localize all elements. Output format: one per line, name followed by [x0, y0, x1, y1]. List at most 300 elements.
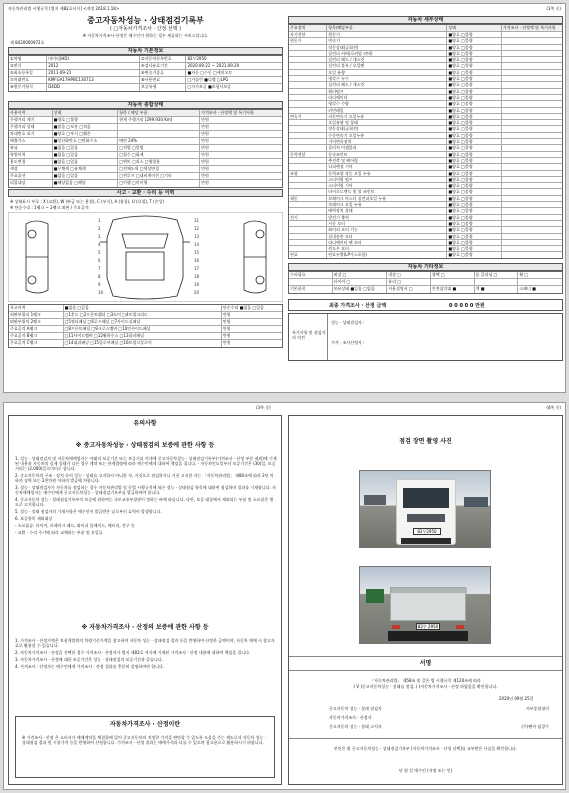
front-plate: 82무2950 [413, 528, 441, 535]
column-header: 가격조사 · 산정액 및 특기사항 [201, 110, 254, 115]
table-cell: □5쿼터패널 □6루프패널 □7사이드실패널 [64, 319, 222, 325]
detail-group [289, 164, 327, 169]
table-cell: 안전삼각대 ■ [431, 286, 475, 293]
detail-item: 실린더 블록 / 오일팬 [327, 63, 447, 68]
detail-note [502, 82, 562, 87]
detail-note [502, 126, 562, 131]
accident-row [9, 312, 282, 319]
table-cell: 유리 □ [387, 279, 431, 285]
table-cell: 광택 □ [431, 272, 475, 278]
diagram-number: 5 [98, 250, 101, 255]
detail-item: 수동변속기 오일누유 [327, 133, 447, 138]
detail-item: 작동상태(공회전) [327, 45, 447, 50]
diagram-number: 20 [194, 290, 200, 295]
table-cell: ■없음 □있음 [53, 173, 119, 179]
detail-group [289, 57, 327, 62]
appraiser-line: 가격 · 조사산정자 : [331, 340, 365, 345]
pricing-definition-text: ※ 가격조사 · 산정 은 소비자가 매매계약을 체결함에 있어 중고자동차의 적정한 가격을 판단할 수 있도록 도움을 주는 제도로서 자동차 성능 · 상태점검 결과 및 시장가격 등을 반영하여 산정합니다. 가격조사 · 산정 결과는 매매가격과 다를 수 있으며 참고용으로 활용하시기 바랍니다. [22, 735, 266, 745]
detail-state: ■양호 □불량 [447, 234, 502, 239]
detail-note [502, 63, 562, 68]
detail-state: ■양호 □불량 [447, 152, 502, 157]
detail-note [502, 177, 562, 182]
detail-group [289, 240, 327, 245]
detail-state: ■양호 □불량 [447, 158, 502, 163]
table-cell: 2011-09-21 [47, 70, 140, 76]
detail-group [289, 108, 327, 113]
detail-group [289, 82, 327, 87]
basic-info-table [8, 55, 283, 92]
table-cell: ⑤최초등록일 [9, 70, 47, 76]
detail-note [502, 76, 562, 81]
detail-state: ■양호 □불량 [447, 139, 502, 144]
detail-note [502, 196, 562, 201]
detail-note [502, 189, 562, 194]
detail-item: 와이퍼 모터 기능 [327, 227, 447, 232]
column-header: 항목/해당부품 [327, 25, 447, 31]
detail-state: ■양호 □불량 [447, 240, 502, 245]
detail-group [289, 208, 327, 213]
table-cell: 만원 [222, 326, 231, 331]
table-cell: 만원 [201, 180, 209, 185]
table-cell: 만원 [222, 333, 231, 338]
basic-info-row [9, 56, 282, 63]
detail-note [502, 240, 562, 245]
detail-note [502, 234, 562, 239]
table-cell: 만원 [201, 173, 209, 178]
basic-info-header: 자동차 기본정보 [8, 47, 283, 55]
detail-item: 냉각수 수량 [327, 101, 447, 106]
notice-section [8, 415, 282, 785]
detail-state: ■양호 □불량 [447, 82, 502, 87]
table-cell: □14대쉬패널 □15플로어패널 □16트렁크플로어 [64, 340, 222, 347]
photo-section [288, 415, 563, 785]
basic-info-row [9, 77, 282, 84]
table-cell: ■해당없음 □해당 [53, 180, 119, 187]
detail-item: 시동 모터 [327, 221, 447, 226]
detail-note [502, 246, 562, 251]
table-cell: 만원 [201, 166, 209, 171]
diagram-number: 1 [98, 218, 101, 223]
diagram-number: 3 [98, 234, 101, 239]
table-cell: ②자동차등록번호 [140, 56, 186, 62]
table-cell [289, 279, 333, 285]
table-cell: 만원 [201, 124, 209, 129]
form-regulation-label: 자동차관리법 시행규칙 [별지 제82호서식] <개정 2018.1.18> [8, 6, 120, 11]
table-cell: 2020.09.21 ~ 2021.09.20 [187, 63, 240, 68]
detail-item: 등속조인트 [327, 152, 447, 157]
table-cell: 2012 [47, 63, 140, 69]
general-status-row [9, 173, 282, 180]
general-status-row [9, 117, 282, 124]
table-cell: 배출가스 [9, 138, 53, 144]
detail-item: 실린더 커버(로커암 커버) [327, 51, 447, 56]
table-cell: ■무채색 □유채색 [53, 166, 119, 172]
divider [327, 314, 328, 360]
detail-state: ■양호 □불량 [447, 171, 502, 176]
detail-note [502, 32, 562, 37]
detail-group [289, 70, 327, 75]
signature-row [329, 706, 549, 715]
table-cell: 사용설명서 □ [387, 286, 431, 293]
detail-item: 변속기 [327, 38, 447, 43]
detail-item: 워터펌프 [327, 89, 447, 94]
notice-item: 2. 자동차가격조사 · 산정을 선택한 경우 가격조사 · 산정자가 별지 제82호 서식에 기재된 가격조사 · 산정 내용에 대하여 책임을 집니다. [15, 650, 251, 655]
detail-state: ■양호 □불량 [447, 126, 502, 131]
detail-state: ■양호 □불량 [447, 32, 502, 37]
table-cell: 현재 주행거리 [299,930 Km] [118, 117, 200, 123]
detail-state: ■양호 □불량 [447, 63, 502, 68]
document-subtitle: ( □자동차가격조사 · 산정 선택 ) [109, 26, 182, 32]
table-cell: 만원 [201, 152, 209, 157]
detail-group: 변속기 [289, 114, 327, 119]
detail-state: ■양호 □불량 [447, 95, 502, 100]
table-cell: 휠 □ [519, 272, 529, 277]
table-cell: □렌트 □리스 □영업용 [118, 159, 200, 165]
table-cell [431, 279, 475, 285]
detail-item: 냉각수 누수 [327, 76, 447, 81]
detail-group [289, 221, 327, 226]
document-note: ※ 자동차가격조사·산정은 매수인이 원하는 경우 제공하는 서비스입니다. [82, 33, 209, 38]
signature-title: 서명 [419, 660, 432, 667]
table-cell: ■일산화탄소 □탄화수소 [53, 138, 119, 144]
table-cell: 차대번호 표기 [9, 131, 53, 137]
diagram-number: 16 [194, 258, 200, 263]
accident-row [9, 333, 282, 340]
final-price-box [288, 299, 563, 311]
background-vehicle [464, 497, 488, 507]
table-cell: □침수 □화재 [118, 152, 200, 158]
table-cell: 만원 [222, 340, 231, 345]
detail-state: ■양호 □불량 [447, 164, 502, 169]
detail-group [289, 189, 327, 194]
detail-note [502, 95, 562, 100]
detail-group [289, 89, 327, 94]
notice-list-inspection [15, 456, 277, 537]
accident-row [9, 326, 282, 333]
basic-info-row [9, 63, 282, 70]
detail-group [289, 101, 327, 106]
tail-light [456, 625, 464, 629]
rear-photo [359, 566, 491, 644]
table-cell: 튜닝 [9, 145, 53, 151]
detail-note [502, 252, 562, 258]
diagram-number: 7 [98, 266, 101, 271]
other-info-row [289, 286, 562, 293]
detail-state: ■양호 □불량 [447, 101, 502, 106]
table-cell: 스패너 ■ [519, 286, 536, 291]
diagram-number: 11 [194, 218, 200, 223]
table-cell: ■양호 □부식 □훼손 [53, 131, 119, 137]
detail-group: 조향 [289, 171, 327, 176]
divider [289, 738, 562, 739]
detail-state: ■양호 □불량 [447, 57, 502, 62]
signature-row [329, 715, 549, 724]
table-cell: 색상 [9, 166, 53, 172]
table-cell: 내장 □ [387, 272, 431, 278]
signature-rows [329, 706, 549, 733]
table-cell: 사고이력 [9, 305, 64, 311]
table-cell: 기본품목 [289, 286, 333, 293]
table-cell: 만원 [201, 145, 209, 150]
rear-chassis [388, 631, 468, 641]
general-status-row [9, 166, 282, 173]
detail-state: ■양호 □불량 [447, 70, 502, 75]
notice-list-pricing [15, 638, 277, 671]
detail-note [502, 152, 562, 157]
detail-group: 원동기 [289, 38, 327, 43]
special-notes-box [288, 313, 563, 361]
page-number: (1쪽 중) [546, 6, 561, 11]
diagram-number: 19 [194, 282, 200, 287]
detail-item: 스티어링 기어 [327, 183, 447, 188]
pricing-definition-title: 자동차가격조사 · 산정이란 [109, 721, 181, 728]
table-cell: 만원 [201, 138, 209, 143]
detail-state: ■양호 □불량 [447, 196, 502, 201]
background-vehicle [366, 589, 384, 603]
detail-group: 동력전달 [289, 152, 327, 157]
background-vehicle [364, 495, 386, 505]
detail-state: ■양호 □불량 [447, 202, 502, 207]
column-header: 상태 [53, 110, 119, 116]
general-status-row [9, 145, 282, 152]
detail-state: ■양호 □불량 [447, 189, 502, 194]
receipt-signature-line: 년 월 일 매수인 (서명 또는 인) [398, 768, 453, 773]
detail-note [502, 183, 562, 188]
table-cell: 만원 [222, 312, 231, 317]
detail-note [502, 215, 562, 220]
inspector-line: 성능 · 상태점검자 : [331, 320, 365, 325]
table-cell: 마이티(HD) [47, 56, 140, 62]
table-cell: D4DD [47, 84, 140, 91]
detail-item: 자동변속기 오일누유 [327, 114, 447, 119]
detail-item: 디퍼렌셜 기어 [327, 164, 447, 169]
detail-item: 라디에이터 팬 모터 [327, 240, 447, 245]
detail-group [289, 202, 327, 207]
detail-item: 실린더 헤드 / 개스킷 [327, 82, 447, 87]
table-cell: 단순수리 ■없음 □있음 [222, 305, 264, 310]
accident-row [9, 319, 282, 326]
windshield [403, 488, 449, 508]
detail-note [502, 101, 562, 106]
left-page-number: (3쪽 중) [256, 405, 271, 410]
detail-state: ■양호 □불량 [447, 246, 502, 251]
detail-group [289, 51, 327, 56]
table-cell: ■양호 □불량 [53, 117, 119, 123]
table-cell: □적법 □불법 [118, 145, 200, 151]
detail-state: ■양호 □불량 [447, 45, 502, 50]
diagram-number: 15 [194, 250, 200, 255]
column-header: 상태 [447, 25, 502, 31]
detail-note [502, 89, 562, 94]
detail-item: 오일 유량 [327, 70, 447, 75]
table-cell: ■없음 □있음 [53, 145, 119, 151]
detail-state: ■양호 □불량 [447, 120, 502, 125]
detail-note [502, 51, 562, 56]
table-cell: 만원 [201, 117, 209, 122]
signer-role: 자동차가격조사 · 산정자 [329, 715, 372, 720]
table-cell: □1후드 □2프론트휀더 □3도어 □4트렁크리드 [64, 312, 222, 318]
diagram-number: 12 [194, 226, 200, 231]
table-cell: KMFGA17HPBC130713 [47, 77, 140, 83]
diagram-number: 18 [194, 274, 200, 279]
detail-note [502, 158, 562, 163]
diagram-number: 17 [194, 266, 200, 271]
detail-state: ■양호 □불량 [447, 114, 502, 119]
detail-status-header: 자동차 세부상태 [288, 16, 563, 24]
accident-history-header: 사고 · 교환 · 수리 등 이력 [8, 189, 283, 197]
table-cell: 82무2950 [187, 56, 207, 61]
signer-role: 중고자동차 성능 · 상태 고지자 [329, 724, 382, 729]
table-cell: 외판부위의 2랭크 [9, 319, 64, 325]
detail-group [289, 177, 327, 182]
special-notes-label: 특기사항 및 점검자의 의견 [292, 330, 326, 340]
detail-item: 클러치 어셈블리 [327, 145, 447, 150]
table-cell: 룸 클리닝 □ [475, 272, 519, 278]
signer-role: 중고자동차 성능 · 상태 점검자 [329, 706, 382, 711]
detail-group: 전기 [289, 215, 327, 220]
final-price-value: 0 0 0 0 0 만원 [449, 303, 485, 309]
detail-state: ■양호 □불량 [447, 76, 502, 81]
notice-title: 유의사항 [133, 420, 157, 427]
table-cell: ①차명 [9, 56, 47, 62]
detail-note [502, 45, 562, 50]
detail-item: 브레이크 오일 누유 [327, 202, 447, 207]
general-status-table [8, 109, 283, 188]
detail-note [502, 221, 562, 226]
table-cell: 만원 [201, 159, 209, 164]
divider [289, 670, 562, 671]
other-info-header: 자동차 기타정보 [288, 263, 563, 271]
detail-group [289, 126, 327, 131]
table-cell: ■많음 □보통 □적음 [53, 124, 119, 130]
inspection-record-page-2 [3, 402, 566, 790]
basic-info-row [9, 70, 282, 77]
table-cell: ■없음 □있음 [53, 159, 119, 165]
table-cell: 용도변경 [9, 159, 53, 165]
column-header: 항목 / 해당 부품 [118, 110, 200, 116]
detail-group [289, 95, 327, 100]
table-cell: 외판부위의 1랭크 [9, 312, 64, 318]
notice-item: 6. 보증항목 제외대상 [15, 516, 53, 521]
detail-state: ■양호 □불량 [447, 183, 502, 188]
detail-column-headers [289, 25, 562, 32]
diagram-number: 10 [98, 290, 104, 295]
detail-note [502, 38, 562, 43]
bumper [401, 538, 451, 544]
detail-state: ■양호 □불량 [447, 208, 502, 213]
detail-note [502, 202, 562, 207]
car-damage-diagram [8, 212, 283, 302]
table-cell: 주행거리 상태 [9, 124, 53, 130]
detail-item: 추진축 및 베어링 [327, 158, 447, 163]
notice-item: 1. 성능 · 상태점검자 및 자동차매매업자는 아래의 보증기간 또는 보증거리 이내에 중고자동차성능 · 상태점검기록부(가격조사 · 산정 부분 제외)에 기재된 내용과 자동차의 실제 상태가 다른 경우 계약 또는 관계법령에 따라 매수인에게 대하여 책임을 집니다. - 자동차인도일부터 보증기간은 (30)일, 보증거리는 (2,000)킬로미터로 합니다. [15, 456, 277, 471]
table-cell: □8프론트패널 □9크로스멤버 □10인사이드패널 [64, 326, 222, 332]
detail-group [289, 227, 327, 232]
other-info-table [288, 271, 563, 294]
detail-state: ■양호 □불량 [447, 38, 502, 43]
notice-item: 5. 성능 · 상태 점검자의 기재사항은 매수인이 발급받은 날로부터 효력이 발생합니다. [15, 509, 162, 514]
detail-item: 윈도우 모터 [327, 246, 447, 251]
detail-group [289, 246, 327, 251]
detail-group [289, 133, 327, 138]
table-cell: 주요골격 A랭크 [9, 326, 64, 332]
detail-state: ■양호 □불량 [447, 227, 502, 232]
table-cell: □이행 □미이행 [118, 180, 200, 187]
basic-info-row [9, 84, 282, 91]
detail-item: 원동기 [327, 32, 447, 37]
detail-item: 오일유량 및 상태 [327, 120, 447, 125]
table-cell: □썬루프 □네비게이션 □기타 [118, 173, 200, 179]
detail-note [502, 120, 562, 125]
table-cell: 주요골격 C랭크 [9, 340, 64, 347]
detail-note [502, 70, 562, 75]
detail-row [289, 252, 562, 258]
table-cell: 주요골격 B랭크 [9, 333, 64, 339]
general-status-row [9, 131, 282, 138]
receipt-text: 본인은 위 중고자동차성능 · 상태점검기록부 [자동차가격조사 · 산정 선택]를 교부받은 사실을 확인합니다. [333, 746, 518, 751]
detail-group [289, 234, 327, 239]
detail-item: 타이로드엔드 및 볼 조인트 [327, 189, 447, 194]
table-cell: 특별이력 [9, 152, 53, 158]
notice-heading-inspection: ※ 중고자동차성능 · 상태점검의 보증에 관한 사항 등 [75, 442, 215, 449]
detail-note [502, 227, 562, 232]
detail-state: ■양호 □불량 [447, 145, 502, 150]
table-cell: □가솔린 ■디젤 □LPG [187, 77, 229, 82]
table-cell: 매연 24% [118, 138, 200, 144]
detail-item: 실린더 헤드 / 개스킷 [327, 57, 447, 62]
detail-note [502, 171, 562, 176]
detail-state: ■양호 □불량 [447, 177, 502, 182]
table-cell [118, 131, 200, 137]
detail-note [502, 164, 562, 169]
detail-group [289, 183, 327, 188]
diagram-number: 4 [98, 242, 101, 247]
accident-row [9, 305, 282, 312]
detail-state: ■양호 □불량 [447, 51, 502, 56]
accident-row [9, 340, 282, 347]
detail-group: 제동 [289, 196, 327, 201]
table-cell: 외장 □ [333, 272, 388, 278]
table-cell: 주요옵션 [9, 173, 53, 179]
table-cell: □11사이드멤버 □12휠하우스 □13필러패널 [64, 333, 222, 339]
signature-text-1: 「자동차관리법」 제58조 및 같은 법 시행규칙 제120조에 따라 [370, 678, 481, 683]
front-photo [359, 470, 491, 548]
detail-group [289, 63, 327, 68]
detail-group [289, 120, 327, 125]
table-cell: ③연식 [9, 63, 47, 69]
detail-item: 실내송풍 모터 [327, 234, 447, 239]
table-cell: ⑨원동기형식 [9, 84, 47, 91]
detail-state: ■양호 □불량 [447, 108, 502, 113]
other-info-row [289, 279, 562, 286]
notice-item: 3. 자동차가격조사 · 산정에 대한 보증기간은 성능 · 상태점검의 보증기간과 같습니다. [15, 657, 163, 662]
detail-note [502, 57, 562, 62]
diagram-number: 9 [98, 282, 101, 287]
table-cell: ⑦차대번호 [9, 77, 47, 83]
pricing-definition-box [15, 716, 275, 778]
diagram-number: 6 [98, 258, 101, 263]
notice-item: - 소모품류: 타이어, 브레이크 패드, 와이퍼 블레이드, 배터리, 전구 등 [15, 523, 135, 528]
detail-item: 기어변속장치 [327, 139, 447, 144]
signature-date: 2020년 09월 25일 [499, 696, 534, 701]
detail-group: 연료 [289, 252, 327, 258]
general-status-row [9, 159, 282, 166]
accident-legend: ※ 단순수리 : 1랭크 ~ 2랭크 외판 / 주요골격 [10, 205, 89, 210]
general-status-row [9, 138, 282, 145]
certificate-number: 제 8420000972호 [10, 40, 45, 45]
table-cell [475, 279, 519, 285]
table-cell: 보유상태 ■있음 □없음 [333, 286, 388, 293]
